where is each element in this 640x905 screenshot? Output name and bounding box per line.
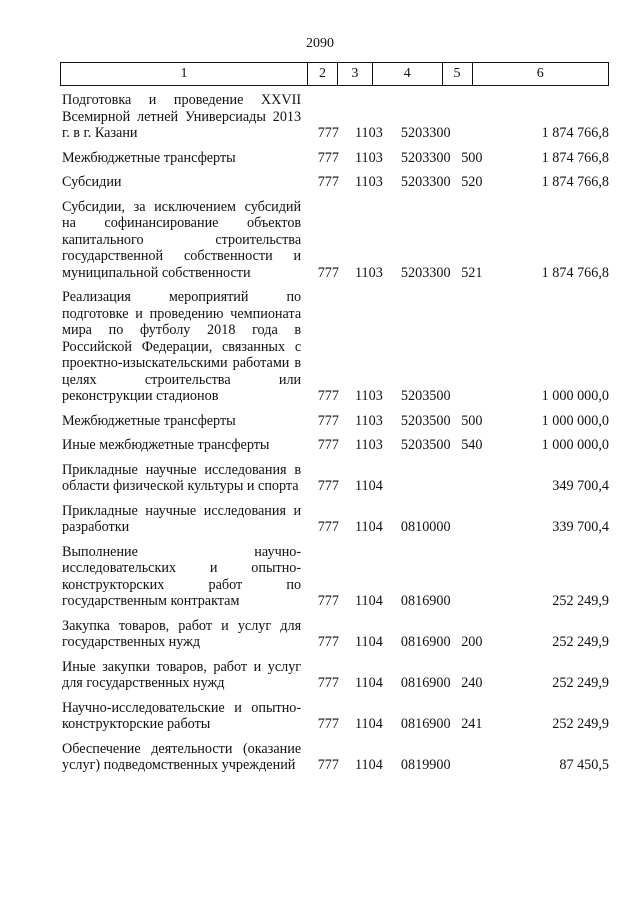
row-ministry-code: 777 — [317, 675, 339, 691]
page-number: 2090 — [306, 36, 334, 51]
row-section-code: 1103 — [354, 149, 383, 166]
row-amount: 339 700,4 — [552, 519, 609, 535]
header-col-2: 2 — [308, 63, 338, 85]
row-section-code: 1104 — [354, 675, 383, 691]
row-type-code: 241 — [461, 716, 483, 732]
row-type-code: 500 — [461, 412, 483, 429]
row-description: Обеспечение деятельности (оказание услуг) подведомственных учреждений — [62, 740, 302, 773]
row-target-code: 5203300 — [400, 174, 451, 190]
table-row — [60, 437, 609, 454]
row-ministry-code: 777 — [317, 388, 339, 404]
table-body — [60, 92, 609, 782]
row-description: Реализация мероприятий по подготовке и проведению чемпионата мира по футболу 2018 года в Российской Федерации, связанных с проектно-изыскательскими работами в целях строительства или реконструкции стадионов — [62, 289, 302, 404]
row-section-code: 1103 — [354, 174, 383, 190]
row-amount: 1 000 000,0 — [541, 412, 609, 429]
row-ministry-code: 777 — [317, 716, 339, 732]
row-amount: 1 000 000,0 — [541, 388, 609, 404]
table-row — [60, 659, 609, 692]
row-amount: 1 000 000,0 — [541, 437, 609, 453]
table-row — [60, 150, 609, 167]
row-target-code: 5203300 — [400, 149, 451, 166]
row-section-code: 1103 — [354, 264, 383, 281]
row-ministry-code: 777 — [317, 125, 339, 141]
row-amount: 1 874 766,8 — [541, 264, 609, 281]
row-section-code: 1104 — [354, 519, 383, 535]
row-target-code: 0816900 — [400, 716, 451, 732]
row-ministry-code: 777 — [317, 593, 339, 609]
row-description: Субсидии, за исключением субсидий на софинансирование объектов капитального строительства государственной собственности и муниципальной собственности — [62, 198, 302, 281]
table-row — [60, 92, 609, 142]
row-ministry-code: 777 — [317, 264, 339, 281]
table-row — [60, 503, 609, 536]
row-section-code: 1103 — [354, 125, 383, 141]
row-ministry-code: 777 — [317, 634, 339, 650]
row-type-code: 240 — [461, 675, 483, 691]
row-target-code: 0816900 — [400, 593, 451, 609]
row-type-code: 520 — [461, 174, 483, 190]
row-type-code: 540 — [461, 437, 483, 453]
row-section-code: 1104 — [354, 593, 383, 609]
table-row — [60, 618, 609, 651]
row-ministry-code: 777 — [317, 757, 339, 773]
row-ministry-code: 777 — [317, 149, 339, 166]
row-amount: 252 249,9 — [552, 675, 609, 691]
row-amount: 349 700,4 — [552, 478, 609, 494]
table-row — [60, 462, 609, 495]
row-type-code: 200 — [461, 634, 483, 650]
row-target-code: 5203500 — [400, 388, 451, 404]
table-header — [60, 62, 609, 86]
row-description: Подготовка и проведение XXVII Всемирной летней Универсиады 2013 г. в г. Казани — [62, 92, 302, 141]
header-col-3: 3 — [338, 63, 373, 85]
row-target-code: 5203300 — [400, 125, 451, 141]
row-section-code: 1103 — [354, 437, 383, 453]
row-section-code: 1104 — [354, 634, 383, 650]
row-amount: 87 450,5 — [559, 757, 609, 773]
header-col-1: 1 — [61, 63, 308, 85]
row-target-code: 5203300 — [400, 264, 451, 281]
table-row — [60, 289, 609, 405]
row-section-code: 1104 — [354, 716, 383, 732]
row-section-code: 1103 — [354, 388, 383, 404]
row-type-code: 521 — [461, 264, 483, 281]
row-target-code: 0819900 — [400, 757, 451, 773]
row-description: Субсидии — [62, 174, 122, 190]
row-type-code: 500 — [461, 149, 483, 166]
row-description: Межбюджетные трансферты — [62, 149, 236, 166]
table-row — [60, 199, 609, 282]
row-ministry-code: 777 — [317, 412, 339, 429]
row-target-code: 0816900 — [400, 634, 451, 650]
row-ministry-code: 777 — [317, 478, 339, 494]
row-target-code: 0816900 — [400, 675, 451, 691]
row-description: Закупка товаров, работ и услуг для государственных нужд — [62, 617, 302, 650]
table-row — [60, 413, 609, 430]
row-ministry-code: 777 — [317, 519, 339, 535]
row-amount: 252 249,9 — [552, 716, 609, 732]
row-amount: 1 874 766,8 — [541, 149, 609, 166]
header-col-6: 6 — [536, 66, 544, 81]
row-description: Прикладные научные исследования в области физической культуры и спорта — [62, 461, 302, 494]
row-description: Прикладные научные исследования и разработки — [62, 502, 302, 535]
row-amount: 252 249,9 — [552, 593, 609, 609]
row-ministry-code: 777 — [317, 437, 339, 453]
row-description: Научно-исследовательские и опытно-конструкторские работы — [62, 699, 302, 732]
table-row — [60, 544, 609, 610]
row-target-code: 0810000 — [400, 519, 451, 535]
row-amount: 1 874 766,8 — [541, 125, 609, 141]
header-col-5: 5 — [443, 63, 473, 85]
row-amount: 1 874 766,8 — [541, 174, 609, 190]
row-ministry-code: 777 — [317, 174, 339, 190]
table-row — [60, 741, 609, 774]
row-description: Выполнение научно-исследовательских и опытно-конструкторских работ по государственным контрактам — [62, 543, 302, 609]
row-description: Иные закупки товаров, работ и услуг для государственных нужд — [62, 658, 302, 691]
table-row — [60, 700, 609, 733]
row-description: Иные межбюджетные трансферты — [62, 437, 270, 453]
row-section-code: 1103 — [354, 412, 383, 429]
header-col-4: 4 — [373, 63, 443, 85]
row-target-code: 5203500 — [400, 412, 451, 429]
row-section-code: 1104 — [354, 757, 383, 773]
row-description: Межбюджетные трансферты — [62, 412, 236, 429]
row-section-code: 1104 — [354, 478, 383, 494]
table-row — [60, 174, 609, 191]
row-amount: 252 249,9 — [552, 634, 609, 650]
row-target-code: 5203500 — [400, 437, 451, 453]
